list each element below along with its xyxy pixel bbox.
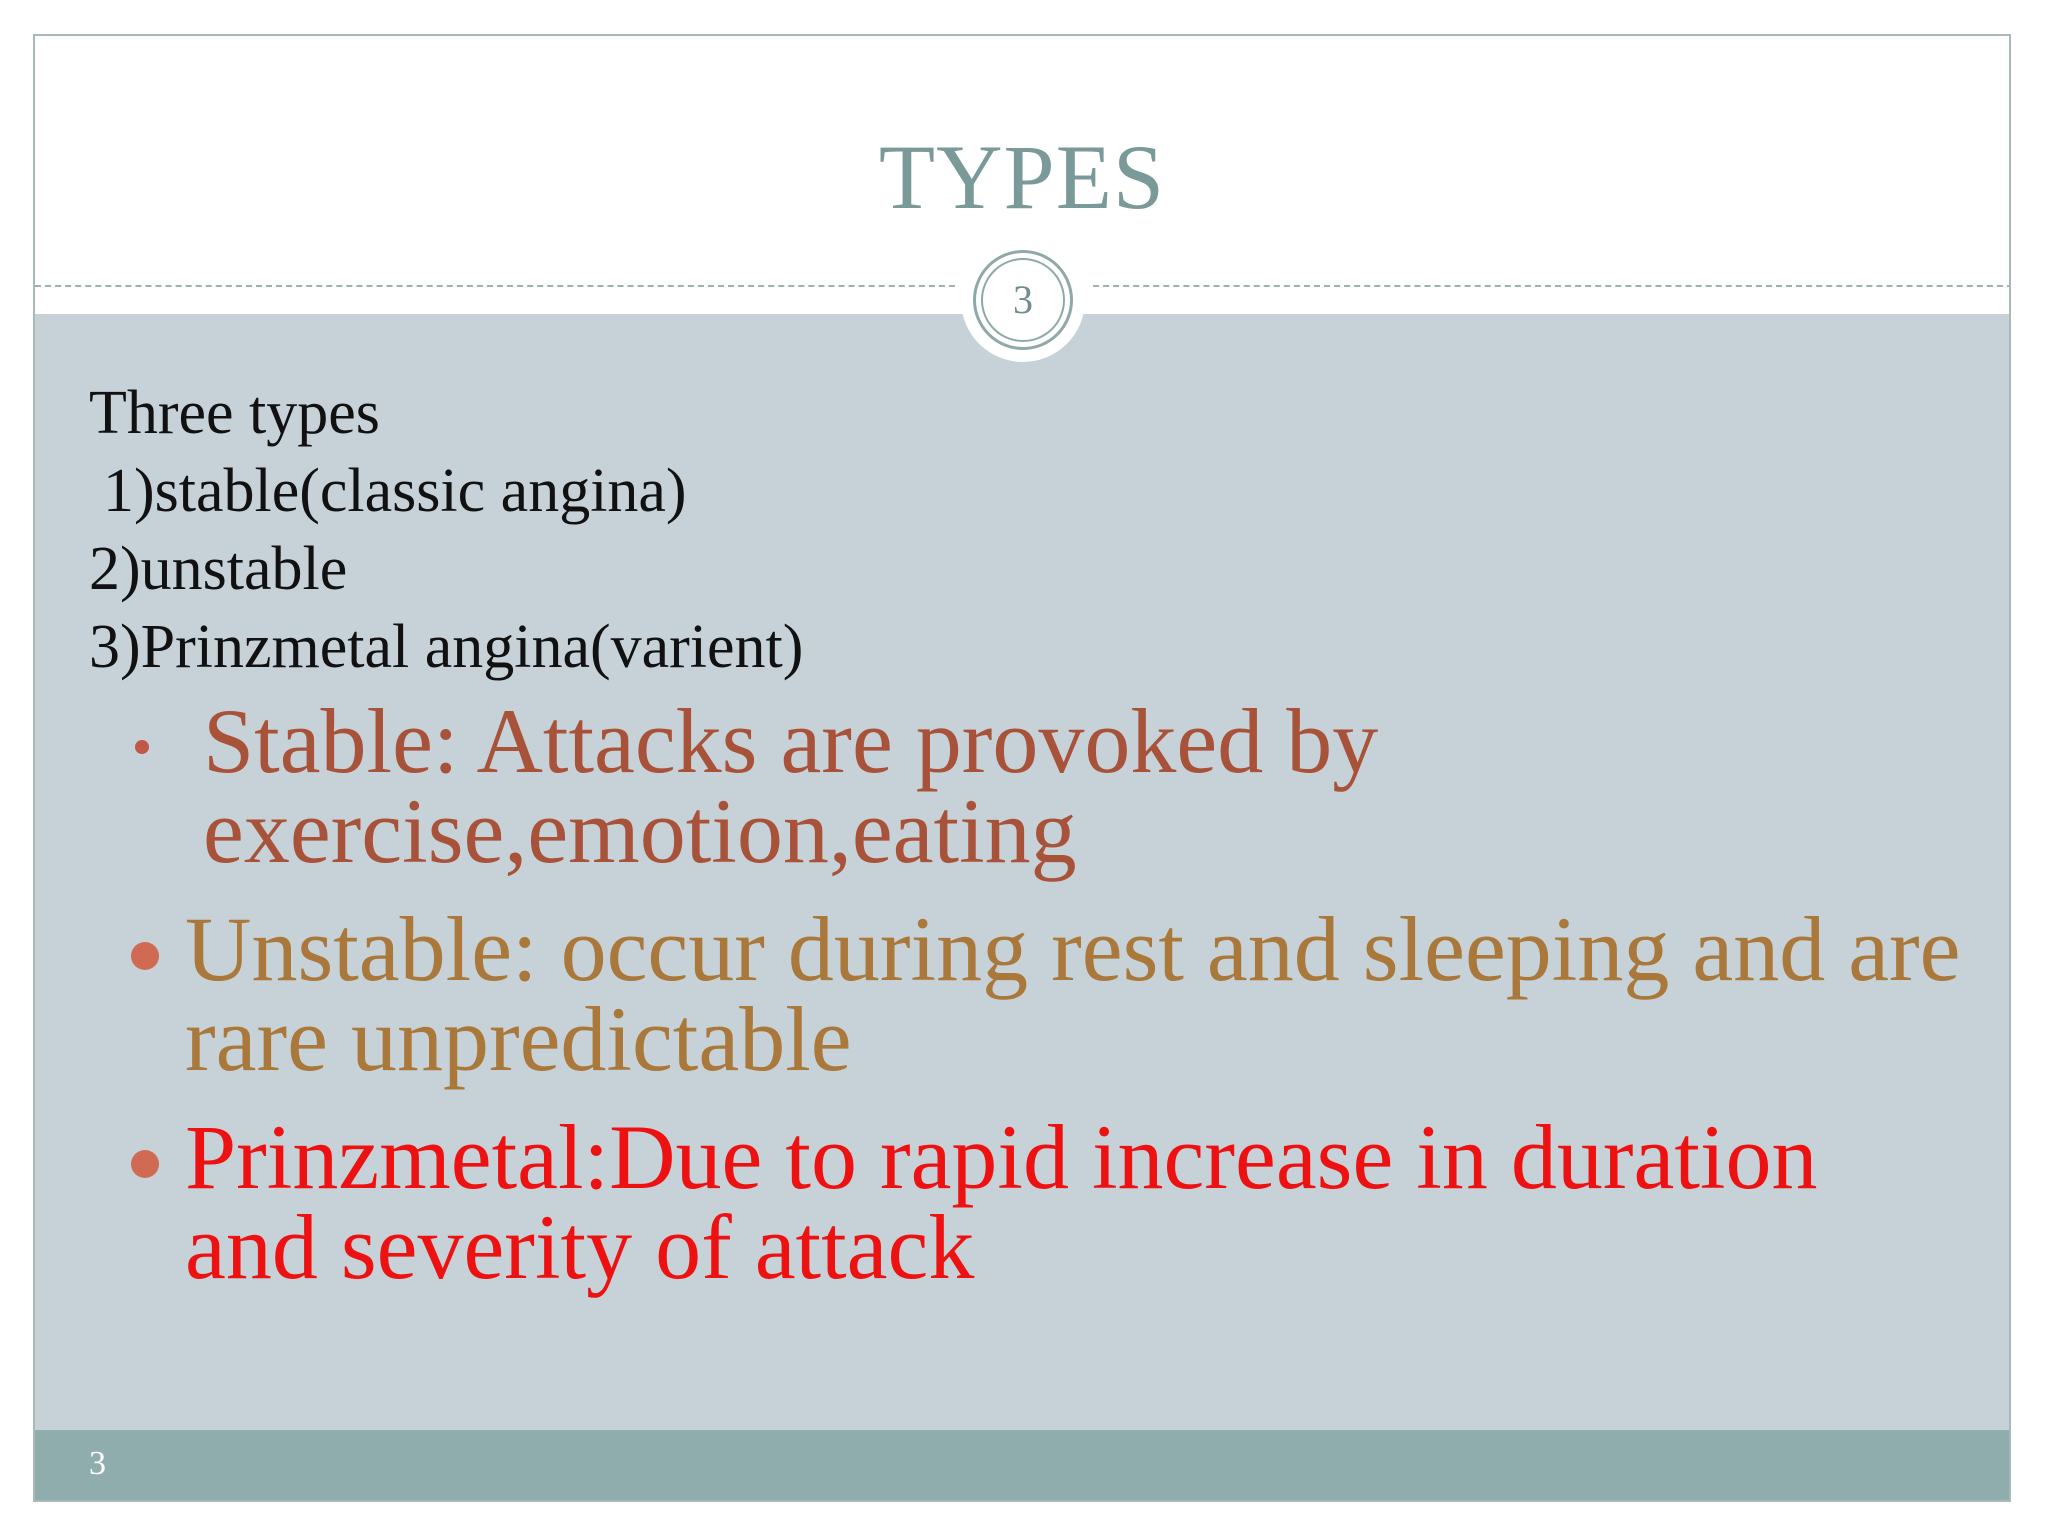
bullet-unstable (89, 898, 1969, 1090)
slide (33, 34, 2011, 1502)
intro-list (89, 374, 803, 686)
bullet-text: Prinzmetal:Due to rapid increase in duration and severity of attack (185, 1106, 1818, 1298)
bullet-dot-icon (131, 942, 159, 970)
bullet-text: Unstable: occur during rest and sleeping and are rare unpredictable (185, 898, 1961, 1090)
slide-number-badge: 3 (981, 258, 1065, 342)
bullet-prinzmetal (89, 1106, 1969, 1298)
bullet-dot-icon (131, 1150, 159, 1178)
intro-item-unstable: 2)unstable (89, 535, 348, 603)
slide-title: TYPES (878, 126, 1166, 228)
bullet-dot-icon (135, 740, 149, 754)
intro-item-prinzmetal: 3)Prinzmetal angina(varient) (89, 613, 804, 681)
intro-item-stable: 1)stable(classic angina) (103, 457, 687, 525)
page-number: 3 (89, 1445, 106, 1482)
footer-bar (35, 1430, 2009, 1500)
bullet-text: Stable: Attacks are provoked by exercise,emotion,eating (203, 690, 1379, 882)
bullet-list (89, 690, 1969, 1320)
title-divider-left (35, 285, 955, 287)
intro-heading: Three types (89, 379, 380, 447)
bullet-stable (89, 690, 1969, 882)
title-divider-right (1093, 285, 2011, 287)
